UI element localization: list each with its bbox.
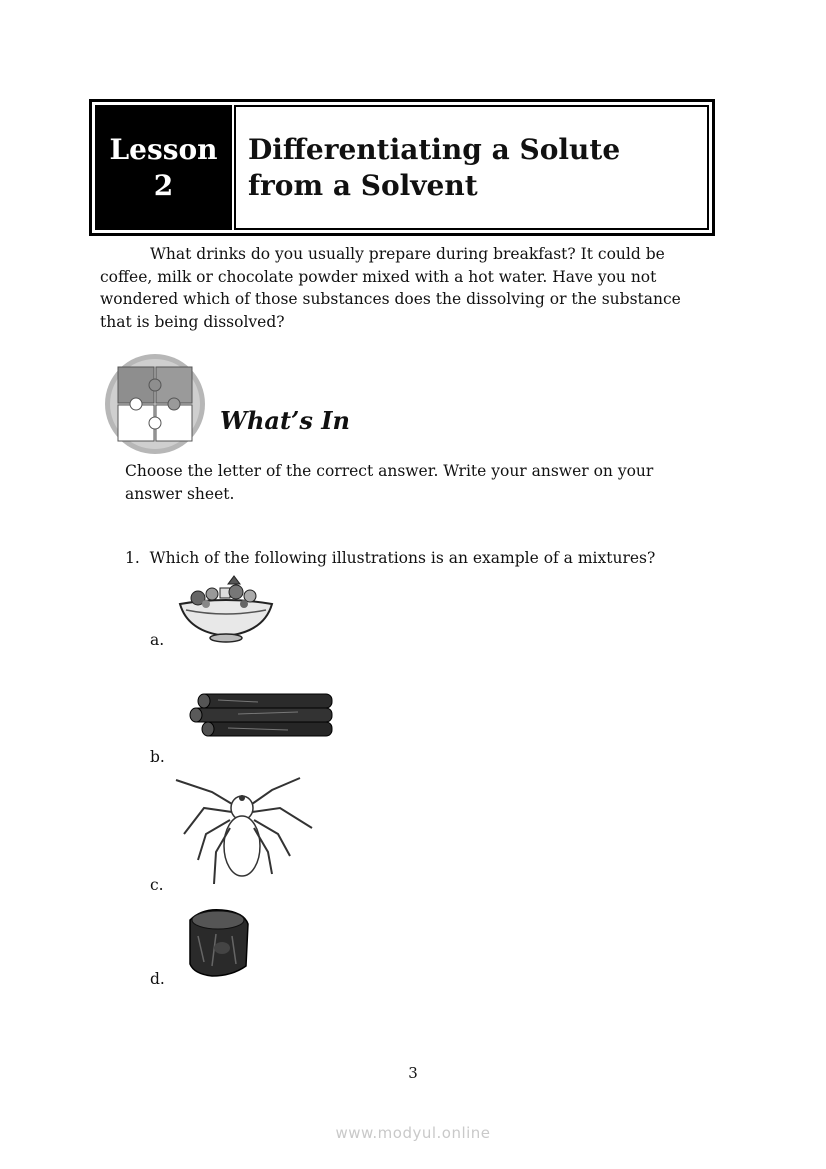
logs-icon	[188, 688, 338, 740]
charcoal-lump-icon	[182, 906, 252, 978]
page-number: 3	[408, 1064, 418, 1082]
question-1	[125, 547, 655, 570]
choice-c-letter: c.	[150, 876, 164, 894]
section-title: What’s In	[220, 406, 350, 435]
lesson-label-cell	[95, 105, 232, 230]
question-text: Which of the following illustrations is an example of a mixtures?	[149, 549, 656, 567]
lesson-number: 2	[153, 168, 174, 202]
lesson-header	[89, 99, 715, 236]
salad-bowl-icon	[176, 574, 276, 644]
lesson-word: Lesson	[109, 132, 218, 166]
instruction-text: Choose the letter of the correct answer. Write your answer on your answer sheet.	[125, 462, 654, 503]
choice-b-letter: b.	[150, 748, 165, 766]
lesson-title-line2: from a Solvent	[248, 168, 478, 202]
intro-paragraph: What drinks do you usually prepare during breakfast? It could be coffee, milk or chocolate powder mixed with a hot water. Have you not wondered which of those substances does the dissolving or the substance that is being dissolved?	[100, 245, 681, 331]
choice-a-letter: a.	[150, 631, 165, 649]
question-number: 1.	[125, 549, 140, 567]
lesson-title-cell	[234, 105, 709, 230]
spider-icon	[172, 774, 322, 886]
puzzle-icon	[104, 353, 206, 455]
lesson-title-line1: Differentiating a Solute	[248, 132, 621, 166]
choice-d-letter: d.	[150, 970, 165, 988]
watermark: www.modyul.online	[335, 1124, 491, 1142]
